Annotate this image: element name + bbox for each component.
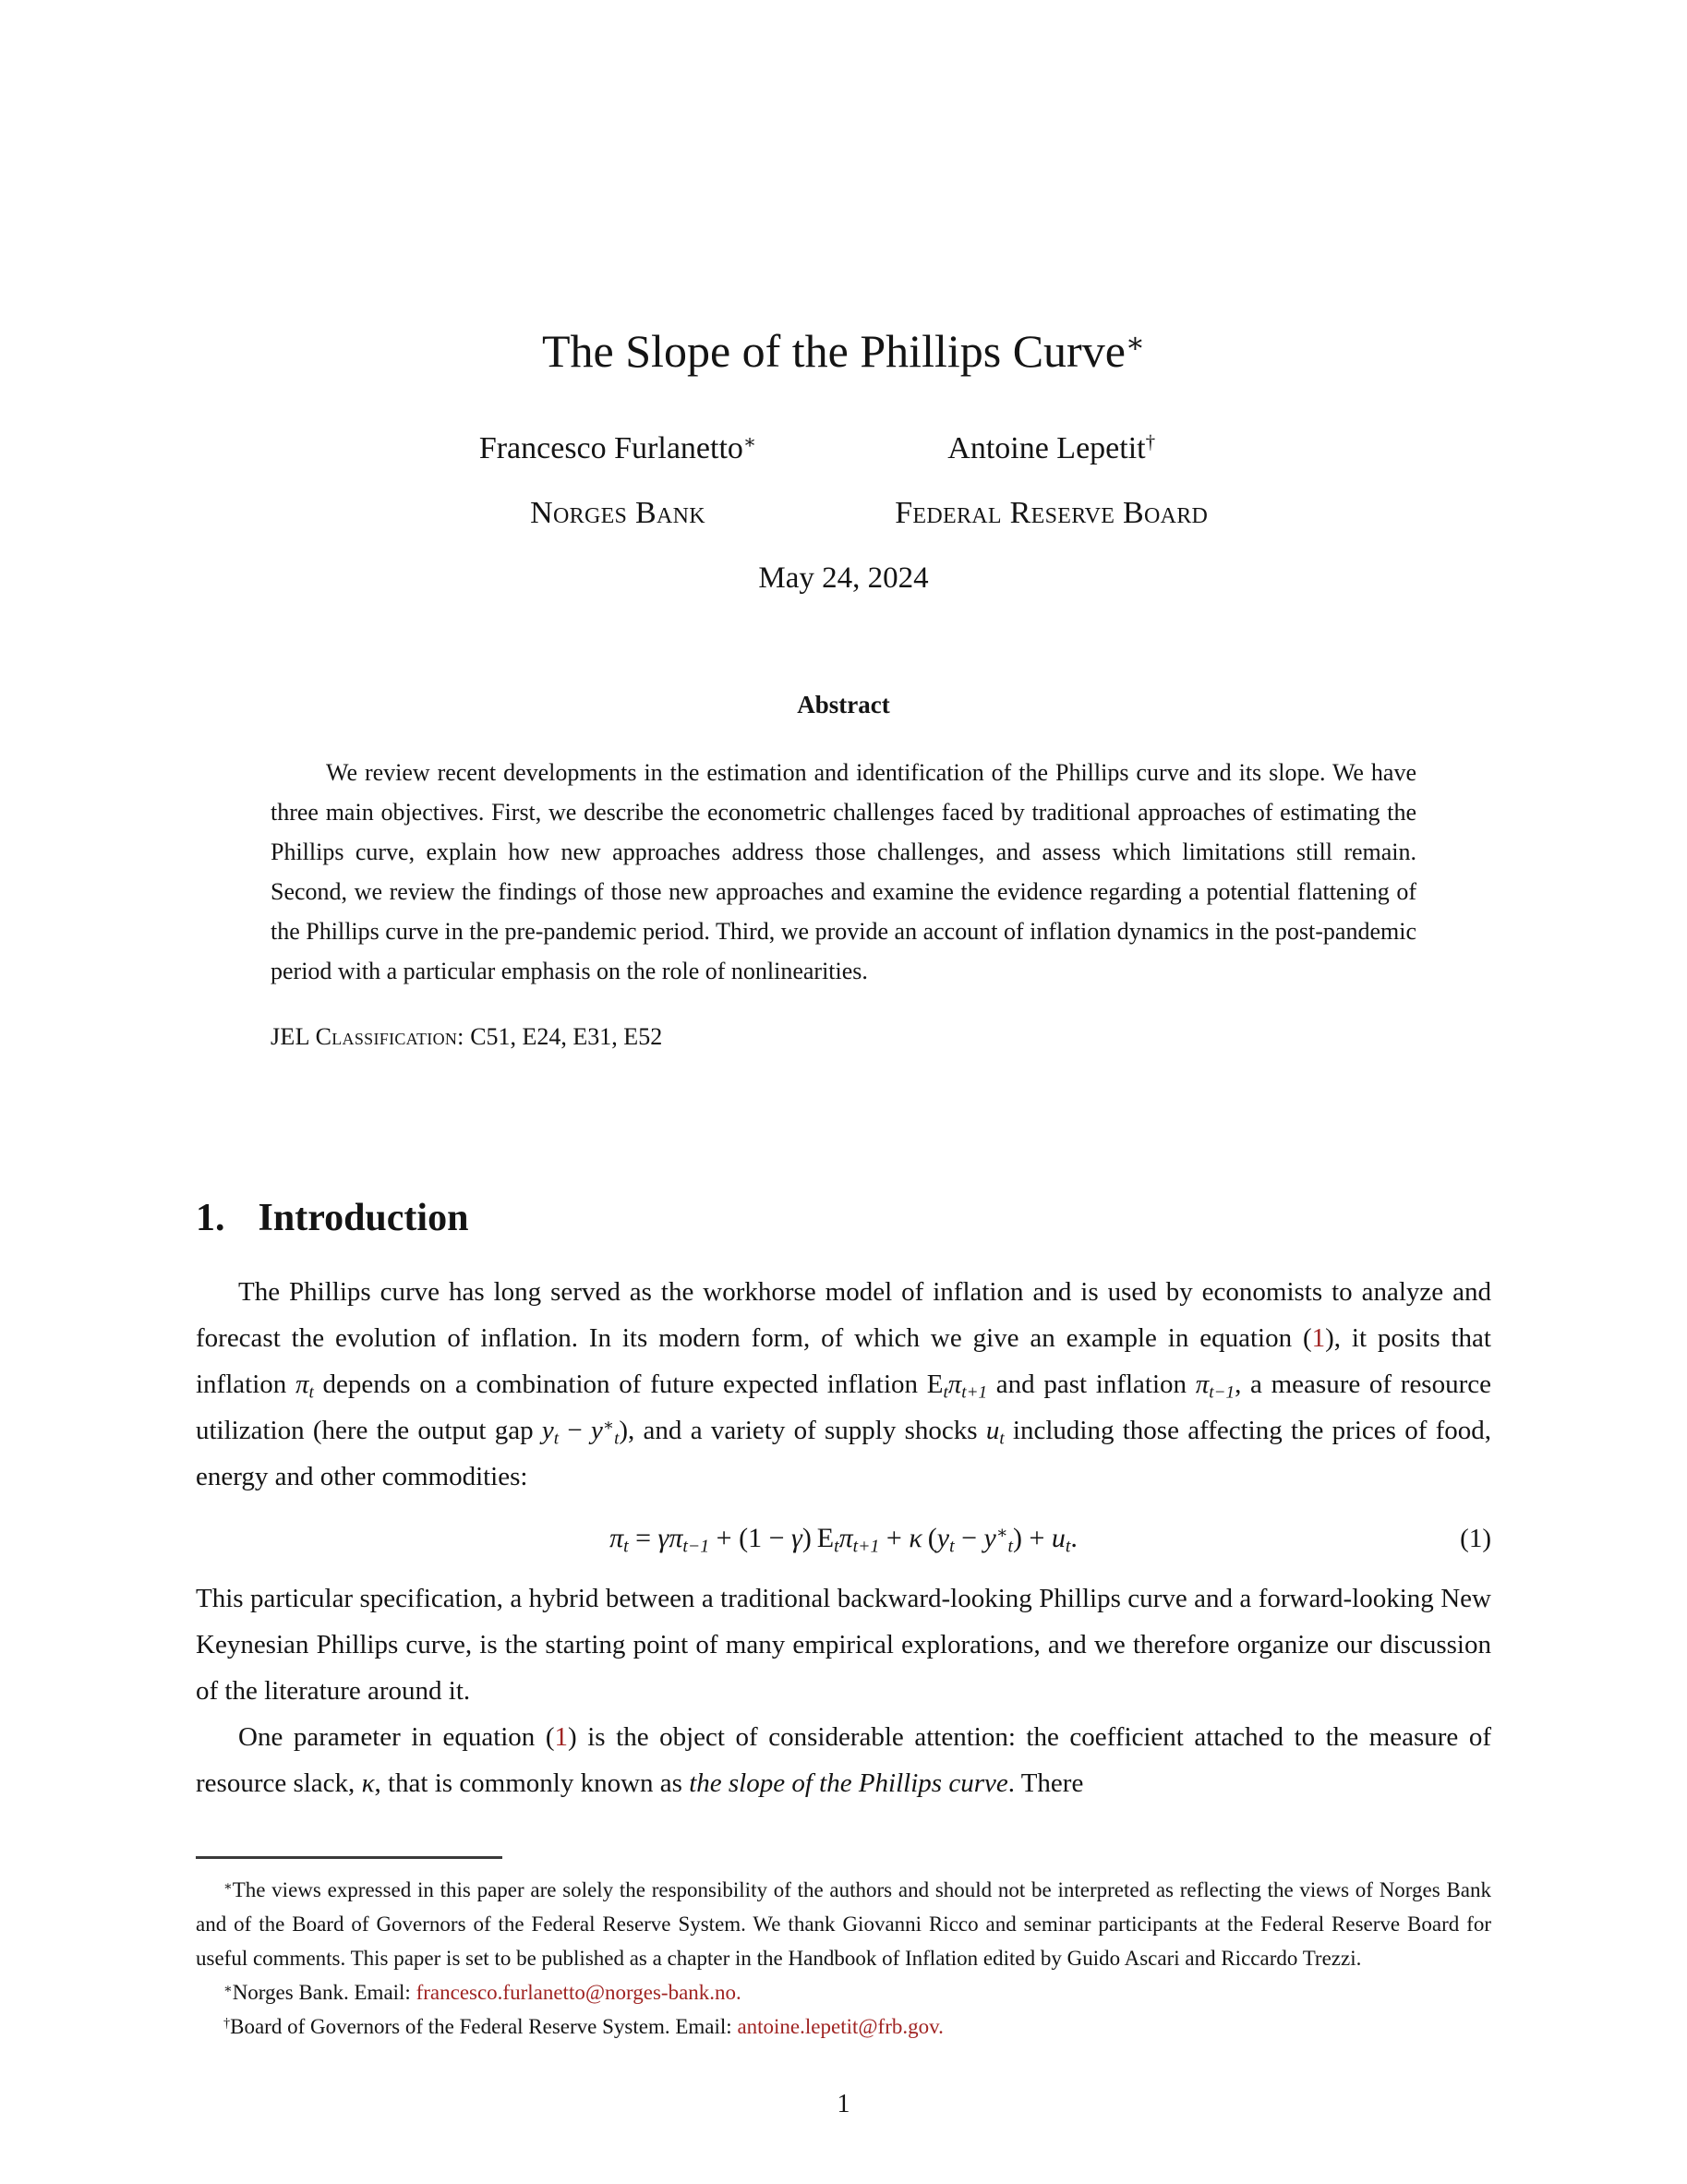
text-segment: κ — [909, 1523, 922, 1553]
text-segment: the slope of the Phillips curve — [689, 1768, 1008, 1798]
text-segment: This particular specification, a hybrid between a traditional backward-looking Phillips curve and a forward-looking New Keynesian Phillips curve, is the starting point of many empirical explorations, and we therefore organize our discussion of the literature around it. — [196, 1584, 1491, 1706]
text-segment: = — [628, 1523, 658, 1553]
text-segment: ), and a variety of supply shocks — [619, 1416, 986, 1445]
text-segment: including those affecting the prices of food, energy and other commodities: — [196, 1416, 1492, 1491]
text-segment: One parameter in equation ( — [238, 1722, 555, 1752]
equation-1 — [196, 1513, 1491, 1564]
text-segment: and past inflation — [987, 1370, 1196, 1399]
text-segment: . There — [1007, 1768, 1084, 1798]
text-segment: t — [623, 1536, 629, 1557]
text-segment: y — [983, 1523, 996, 1553]
text-segment: π — [1195, 1370, 1210, 1399]
text-segment: , that is commonly known as — [374, 1768, 690, 1798]
text-segment: t — [949, 1536, 955, 1557]
paper-title — [196, 325, 1491, 377]
text-segment: t+1 — [852, 1536, 880, 1557]
intro-paragraph-3 — [196, 1714, 1491, 1806]
text-segment: ), it posits that inflation — [196, 1323, 1491, 1399]
title-block — [196, 325, 1491, 596]
text-segment: ( — [922, 1523, 937, 1553]
text-segment: t+1 — [961, 1382, 988, 1403]
text-segment: t — [614, 1429, 620, 1449]
text-segment: The Phillips curve has long served as the workhorse model of inflation and is used by economists to analyze and forecast the evolution of inflation. In its modern form, of which we give an example in equation ( — [196, 1277, 1491, 1353]
text-segment: Norges Bank — [530, 496, 705, 530]
paper-date: May 24, 2024 — [758, 561, 929, 595]
author-2-affiliation — [895, 495, 1208, 532]
footnote-acknowledgements — [196, 1873, 1491, 1975]
text-segment: u — [985, 1416, 1000, 1445]
text-segment: ) is the object of considerable attention: the coefficient attached to the measure of resource slack, — [196, 1722, 1491, 1798]
text-segment: The Slope of the Phillips Curve — [542, 325, 1126, 377]
section-number: 1. — [196, 1197, 225, 1239]
text-segment: t — [1007, 1536, 1013, 1557]
text-segment: , a measure of resource utilization (here the output gap — [196, 1370, 1491, 1445]
introduction-text — [196, 1269, 1491, 1806]
text-segment: t−1 — [1209, 1382, 1235, 1403]
section-heading-introduction — [196, 1197, 468, 1239]
abstract-body: We review recent developments in the estimation and identification of the Phillips curve and its slope. We have three main objectives. First, we describe the econometric challenges faced by traditional approaches of estimating the Phillips curve, explain how new approaches address those challenges, and assess which limitations still remain. Second, we review the findings of those new approaches and examine the evidence regarding a potential flattening of the Phillips curve in the pre-pandemic period. Third, we provide an account of inflation dynamics in the post-pandemic period with a particular emphasis on the role of nonlinearities. — [271, 759, 1416, 984]
text-segment: ∗ — [1125, 326, 1145, 359]
text-segment: π — [838, 1523, 853, 1553]
text-segment: y — [541, 1416, 554, 1445]
intro-paragraph-1 — [196, 1269, 1491, 1500]
text-segment: + (1 − — [709, 1523, 791, 1553]
text-segment: κ — [361, 1768, 375, 1798]
text-segment: t — [943, 1382, 948, 1403]
text-segment: Antoine Lepetit — [947, 431, 1146, 465]
text-segment: ∗ — [742, 430, 757, 453]
text-segment: γπ — [657, 1523, 683, 1553]
text-segment: ∗ — [223, 1981, 233, 1997]
text-segment: C51, E24, E31, E52 — [464, 1023, 663, 1050]
abstract-section — [271, 691, 1416, 1056]
text-segment: ) + — [1012, 1523, 1052, 1553]
text-segment: t — [553, 1429, 560, 1449]
jel-classification — [271, 1017, 1416, 1056]
text-segment: The views expressed in this paper are solely the responsibility of the authors and should not be interpreted as reflecting the views of Norges Bank and of the Board of Governors of the Federal Reserve System. We thank Giovanni Ricco and seminar participants at the Federal Reserve Board for useful comments. This paper is set to be published as a chapter in the Handbook of Inflation edited by Guido Ascari and Riccardo Trezzi. — [196, 1878, 1491, 1970]
text-segment: − — [954, 1523, 984, 1553]
text-segment: y — [936, 1523, 950, 1553]
text-segment: † — [1145, 430, 1156, 453]
text-segment: Federal Reserve Board — [895, 496, 1209, 530]
text-segment: t — [308, 1382, 314, 1403]
hyperlink[interactable]: 1 — [1311, 1323, 1326, 1353]
footnotes-block — [196, 1856, 1491, 2044]
text-segment: ∗ — [223, 1878, 233, 1894]
section-title: Introduction — [258, 1197, 469, 1239]
text-segment: Francesco Furlanetto — [478, 431, 743, 465]
text-segment: + — [879, 1523, 910, 1553]
text-segment: π — [295, 1370, 309, 1399]
hyperlink[interactable]: 1 — [554, 1722, 569, 1752]
text-segment: † — [223, 2015, 231, 2031]
page-number: 1 — [837, 2090, 850, 2118]
text-segment: γ — [790, 1523, 802, 1553]
text-segment: u — [1051, 1523, 1066, 1553]
author-2-name — [895, 430, 1208, 467]
footnote-rule — [196, 1856, 502, 1859]
text-segment: π — [947, 1370, 962, 1399]
text-segment: y — [590, 1416, 603, 1445]
hyperlink[interactable]: antoine.lepetit@frb.gov. — [737, 2015, 944, 2038]
text-segment: JEL Classification: — [271, 1023, 464, 1050]
text-segment: t−1 — [682, 1536, 710, 1557]
text-segment: t — [999, 1429, 1005, 1449]
footnote-author-1 — [196, 1975, 1491, 2009]
authors-row — [196, 430, 1491, 532]
text-segment: ) E — [801, 1523, 835, 1553]
text-segment: depends on a combination of future expected inflation E — [313, 1370, 944, 1399]
text-segment: t — [1065, 1536, 1071, 1557]
text-segment: . — [1070, 1523, 1078, 1553]
text-segment: t — [834, 1536, 839, 1557]
text-segment: ∗ — [602, 1416, 615, 1435]
author-2 — [895, 430, 1208, 532]
intro-paragraph-2 — [196, 1575, 1491, 1714]
author-1-name — [479, 430, 756, 467]
abstract-heading: Abstract — [797, 691, 890, 718]
text-segment: Board of Governors of the Federal Reserve System. Email: — [230, 2015, 738, 2038]
text-segment: ∗ — [995, 1523, 1008, 1543]
author-1 — [479, 430, 756, 532]
hyperlink[interactable]: francesco.furlanetto@norges-bank.no. — [416, 1981, 741, 2004]
equation-1-number: (1) — [1460, 1524, 1491, 1553]
equation-1-body — [609, 1523, 1078, 1557]
text-segment: − — [559, 1416, 591, 1445]
text-segment: Norges Bank. Email: — [232, 1981, 416, 2004]
author-1-affiliation — [479, 495, 756, 532]
text-segment: π — [609, 1523, 624, 1553]
footnote-author-2 — [196, 2009, 1491, 2044]
